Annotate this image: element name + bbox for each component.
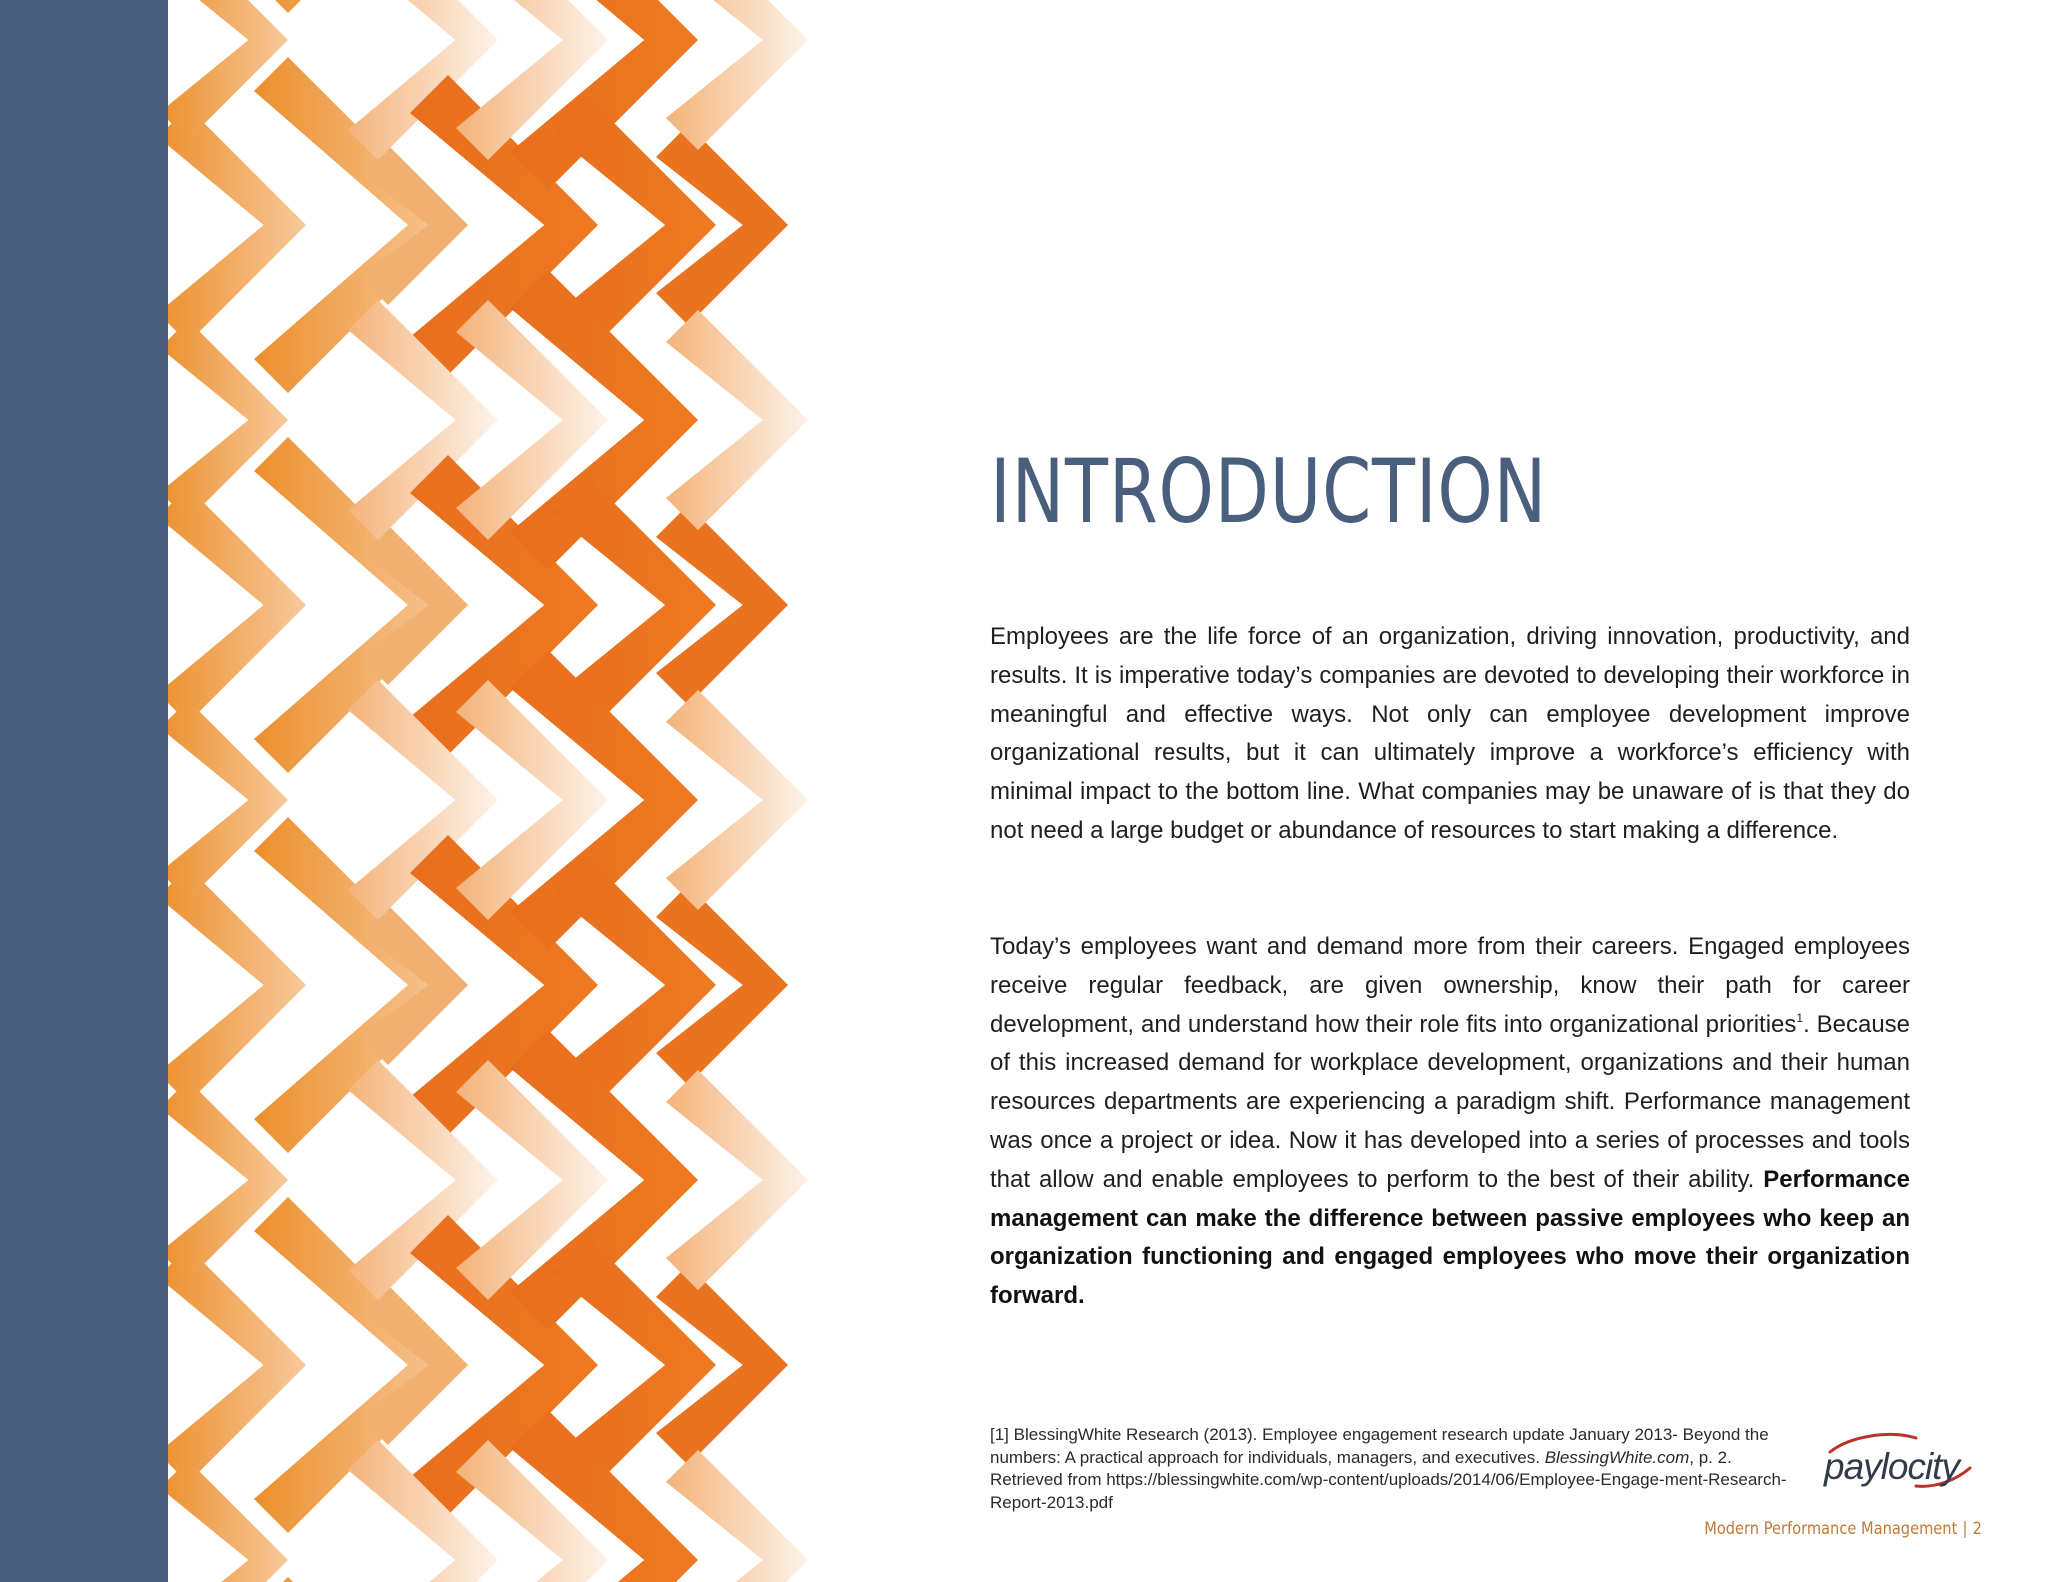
page-title: INTRODUCTION — [990, 440, 1548, 543]
footnote-source-italic: BlessingWhite.com — [1544, 1447, 1690, 1467]
paylocity-logo — [1820, 1428, 1980, 1508]
footnote-citation — [990, 1424, 1790, 1514]
footer-document-title: Modern Performance Management — [1704, 1519, 1958, 1539]
paragraph-2-bold-statement: Performance management can make the difference between passive employees who keep an organization functioning and engaged employees who move their organization forward. — [990, 1165, 1910, 1310]
chevron-pattern-graphic — [168, 0, 890, 1582]
logo-wordmark: paylocity — [1824, 1446, 1959, 1487]
light-chevron — [168, 0, 288, 140]
light-chevron — [168, 867, 306, 1103]
light-chevron — [168, 1247, 306, 1483]
footer-separator: | — [1962, 1519, 1968, 1539]
light-chevron — [168, 1460, 288, 1582]
left-color-bar — [0, 0, 168, 1582]
chevron-pattern-decoration — [168, 0, 890, 1582]
page-footer — [1704, 1519, 1982, 1539]
light-chevron — [254, 1577, 456, 1582]
paragraph-2-text-b: . Because of this increased demand for workplace development, organizations and their human resources departments are experiencing a paradigm shift. Performance management was once a project or idea. Now it has developed into a series of processes and tools that allow and enable employees to perform to the best of their ability. — [990, 1010, 1911, 1193]
intro-paragraph-1: Employees are the life force of an organization, driving innovation, productivity, and results. It is imperative today’s companies are devoted to developing their workforce in meaningful and effective ways. Not only can employee development improve organizational results, but it can ultimately improve a workforce’s efficiency with minimal impact to the bottom line. What companies may be unaware of is that they do not need a large budget or abundance of resources to start making a difference. — [990, 623, 1910, 844]
light-chevron — [168, 487, 306, 723]
paragraph-2-text-a: Today’s employees want and demand more from their careers. Engaged employees receive regular feedback, are given ownership, know their path for career development, and understand how their role fits into organizational priorities — [990, 933, 1910, 1038]
light-chevron — [168, 107, 306, 343]
footnote-text-a: [1] BlessingWhite Research (2013). Employee engagement research update January 2013- Beyond the numbers: A practical approach for individuals, managers, and executives. — [990, 1425, 1769, 1467]
intro-paragraph-2 — [990, 928, 1910, 1316]
page-number: 2 — [1972, 1519, 1982, 1539]
light-chevron — [666, 0, 808, 150]
footnote-reference: 1 — [1796, 1010, 1804, 1025]
footnote-text-b: , p. 2. Retrieved from https://blessingwhite.com/wp-content/uploads/2014/06/Employee-Engage-ment-Research-Report-2013.pdf — [990, 1447, 1787, 1512]
